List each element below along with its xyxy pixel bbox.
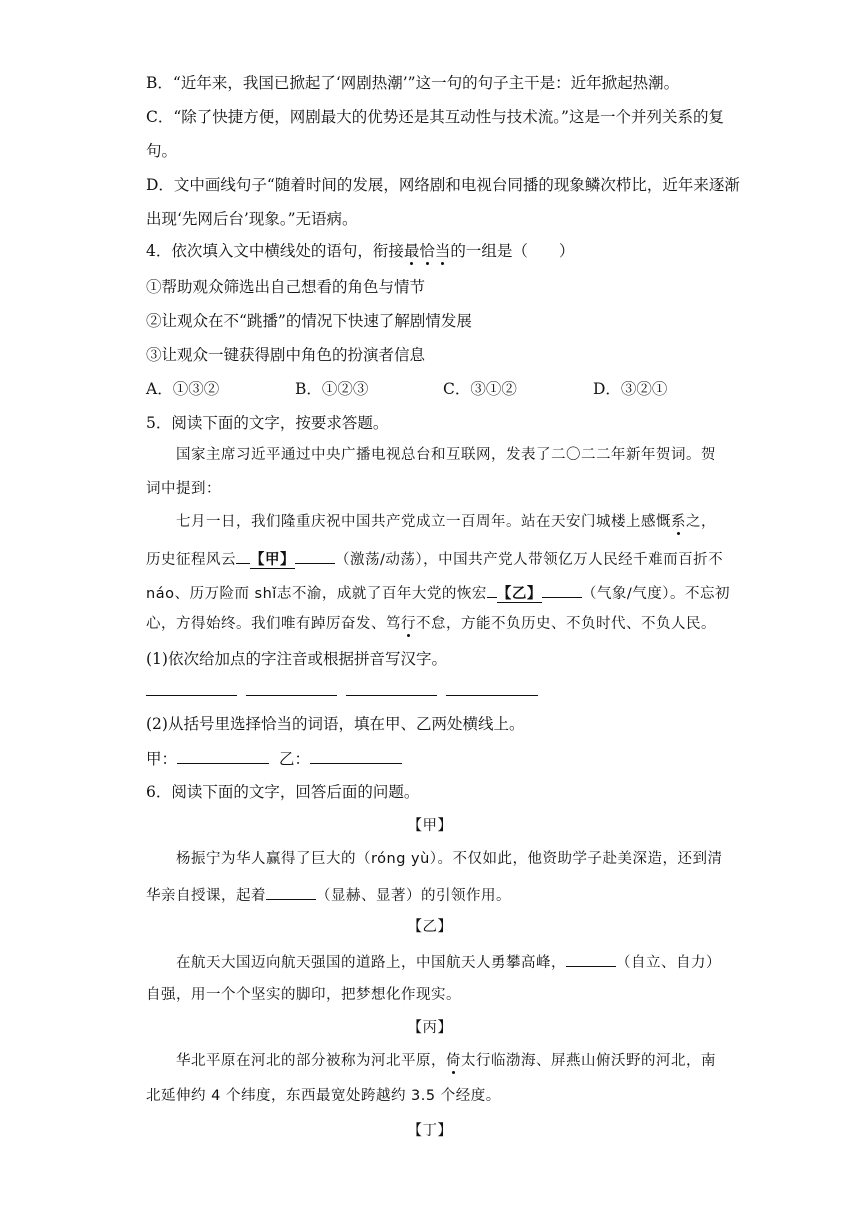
question-6-stem: 6．阅读下面的文字，回答后面的问题。 <box>146 783 420 801</box>
option-c-text-cont: 句。 <box>146 142 178 160</box>
statement-2: ②让观众在不“跳播”的情况下快速了解剧情发展 <box>146 312 472 330</box>
question-5-stem: 5．阅读下面的文字，按要求答题。 <box>146 414 389 432</box>
passage-line: 杨振宁为华人赢得了巨大的（róng yù）。不仅如此，他资助学子赴美深造，还到清 <box>176 851 723 867</box>
blank-yi-label: 【乙】 <box>496 586 542 602</box>
answer-blank[interactable] <box>542 581 582 598</box>
statement-3: ③让观众一键获得剧中角色的扮演者信息 <box>146 346 426 364</box>
answer-yi-blank[interactable] <box>310 747 402 764</box>
answer-line-3[interactable] <box>346 695 437 696</box>
emphasis-char: 恰 <box>419 242 435 260</box>
question-4-options <box>146 378 706 400</box>
section-heading-ding: 【丁】 <box>407 1123 453 1139</box>
passage-line: 在航天大国迈向航天强国的道路上，中国航天人勇攀高峰， （自立、自力） <box>176 950 721 974</box>
blank-jia-label: 【甲】 <box>250 552 295 568</box>
sub-question-1: (1)依次给加点的字注音或根据拼音写汉字。 <box>146 650 447 668</box>
passage-line: 心，方得始终。我们唯有踔厉奋发、笃行不怠，方能不负历史、不负时代、不负人民。 <box>146 616 716 632</box>
passage-line: 七月一日，我们隆重庆祝中国共产党成立一百周年。站在天安门城楼上感慨系之， <box>176 514 716 530</box>
sub-question-2: (2)从括号里选择恰当的词语，填在甲、乙两处横线上。 <box>146 715 525 733</box>
option-c-text: C．“除了快捷方便，网剧最大的优势还是其互动性与技术流。”这是一个并列关系的复 <box>146 108 724 126</box>
section-heading-bing: 【丙】 <box>407 1020 453 1036</box>
emphasis-char: 最 <box>403 242 420 260</box>
option-c[interactable]: C．③①② <box>443 380 517 398</box>
question-4-stem: 4．依次填入文中横线处的语句，衔接最恰当的一组是（ ） <box>146 242 575 260</box>
option-a[interactable]: A．①③② <box>146 380 220 398</box>
answer-blank[interactable] <box>487 581 497 598</box>
option-d-text-cont: 出现‘先网后台’现象。”无语病。 <box>146 210 358 228</box>
answer-line-4[interactable] <box>446 695 538 696</box>
passage-line: 历史征程风云 【甲】 （激荡/动荡），中国共产党人带领亿万人民经千难而百折不 <box>146 547 723 571</box>
passage-line: 词中提到： <box>146 481 221 497</box>
answer-blank[interactable] <box>236 547 250 564</box>
passage-line: 自强，用一个个坚实的脚印，把梦想化作现实。 <box>146 987 461 1003</box>
option-d[interactable]: D．③②① <box>593 380 668 398</box>
answer-blank[interactable] <box>566 950 616 967</box>
emphasis-char: 行 <box>401 616 416 632</box>
option-d-text: D．文中画线句子“随着时间的发展，网络剧和电视台同播的现象鳞次栉比，近年来逐渐 <box>146 176 740 194</box>
answer-blank[interactable] <box>266 883 316 900</box>
emphasis-char: 当 <box>434 242 451 260</box>
answer-jia-blank[interactable] <box>177 747 269 764</box>
answer-row: 甲： 乙： <box>146 747 402 770</box>
section-heading-yi: 【乙】 <box>407 919 453 935</box>
answer-line-2[interactable] <box>246 695 337 696</box>
answer-line-1[interactable] <box>146 695 237 696</box>
emphasis-char: 系 <box>671 514 686 530</box>
passage-line: náo、历万险而 shǐ志不渝，成就了百年大党的恢宏 【乙】 （气象/气度）。不忘初 <box>146 581 730 605</box>
emphasis-char: 倚 <box>446 1053 461 1069</box>
answer-blank[interactable] <box>295 547 335 564</box>
passage-line: 华亲自授课，起着 （显赫、显著）的引领作用。 <box>146 883 511 907</box>
option-b-text: B．“近年来，我国已掀起了‘网剧热潮’”这一句的句子主干是：近年掀起热潮。 <box>146 74 680 92</box>
passage-line: 华北平原在河北的部分被称为河北平原，倚太行临渤海、屏燕山俯沃野的河北，南 <box>176 1053 716 1069</box>
statement-1: ①帮助观众筛选出自己想看的角色与情节 <box>146 278 426 296</box>
passage-line: 北延伸约 4 个纬度，东西最宽处跨越约 3.5 个经度。 <box>146 1088 501 1104</box>
section-heading-jia: 【甲】 <box>407 818 453 834</box>
option-b[interactable]: B．①②③ <box>295 380 369 398</box>
passage-line: 国家主席习近平通过中央广播电视总台和互联网，发表了二〇二二年新年贺词。贺 <box>176 447 716 463</box>
